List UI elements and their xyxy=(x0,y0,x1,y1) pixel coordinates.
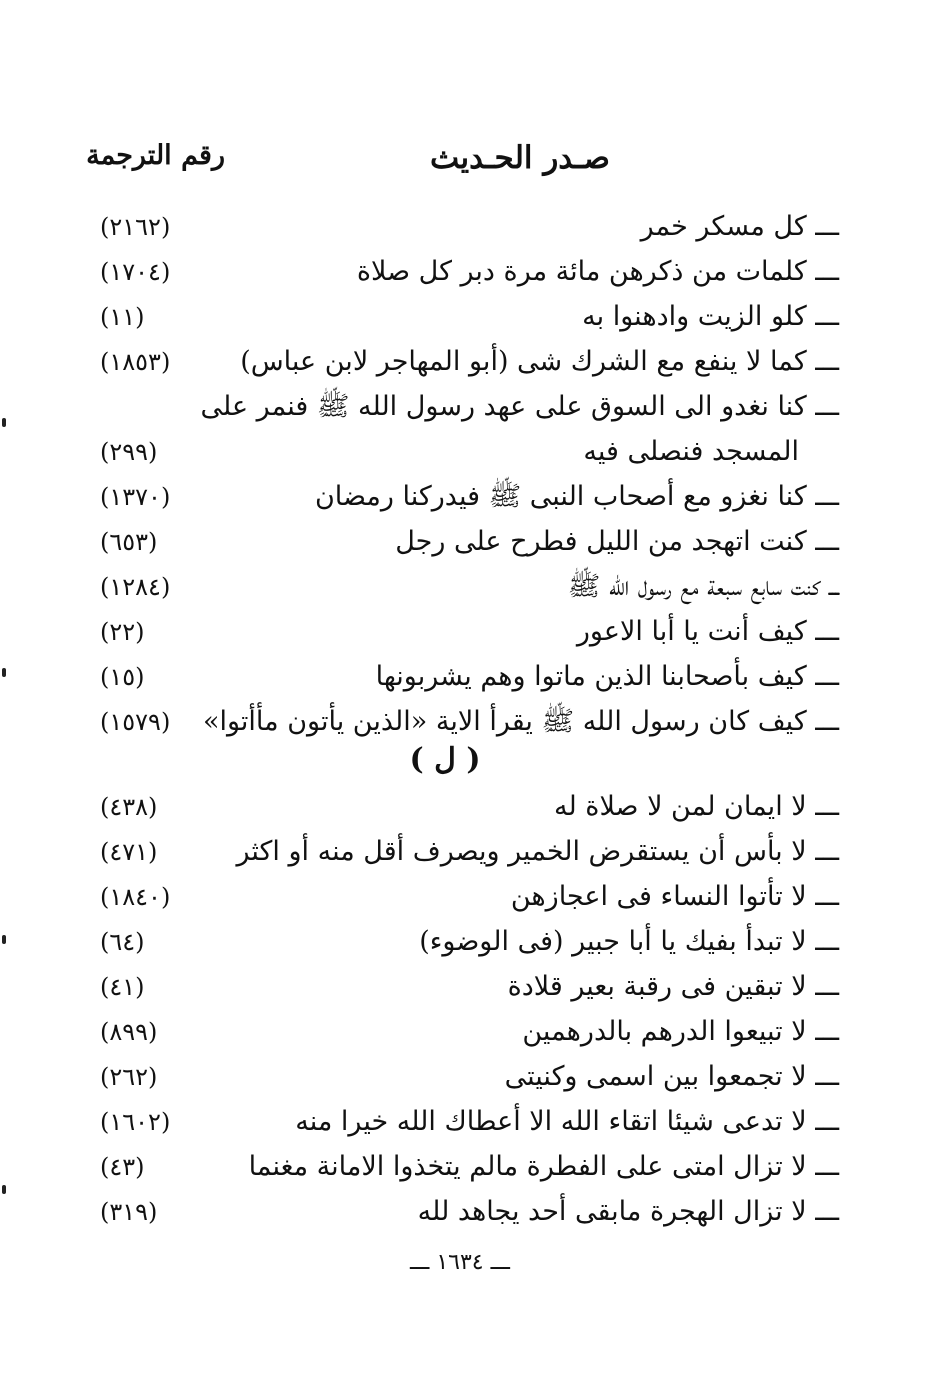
list-item xyxy=(0,610,939,656)
entry-text: ـــ لا تبقين فى رقبة بعير قلادة xyxy=(507,971,839,1002)
entry-text: ـــ كيف بأصحابنا الذين ماتوا وهم يشربونها xyxy=(375,661,839,692)
section-heading: ( ل ) xyxy=(409,742,481,777)
entry-text: ـــ كيف أنت يا أبا الاعور xyxy=(576,616,839,647)
entry-text: ـــ كما لا ينفع مع الشرك شى (أبو المهاجر لابن عباس) xyxy=(240,346,839,377)
entry-number: (٢٦٢) xyxy=(100,1063,158,1091)
entry-text: ـــ لا تأتوا النساء فى اعجازهن xyxy=(510,881,839,912)
entry-number: (١٥) xyxy=(100,663,145,691)
entry-number: (٦٥٣) xyxy=(100,528,158,556)
entry-number: (١٨٥٣) xyxy=(100,348,171,376)
column-title-hadith: صـدر الحـديث xyxy=(430,140,610,176)
entry-text: ـــ كنا نغزو مع أصحاب النبى ﷺ فيدركنا رمضان xyxy=(314,481,839,512)
list-item xyxy=(0,1055,939,1101)
scan-mark xyxy=(2,668,6,677)
entry-text: ـــ لا تزال الهجرة مابقى أحد يجاهد لله xyxy=(417,1196,839,1227)
entry-number: (١٧٠٤) xyxy=(100,258,171,286)
entry-text: ـــ كنت اتهجد من الليل فطرح على رجل xyxy=(395,526,839,557)
entry-number: (١٦٠٢) xyxy=(100,1108,171,1136)
entry-number: (١٣٧٠) xyxy=(100,483,171,511)
entry-text: ـــ لا تبيعوا الدرهم بالدرهمين xyxy=(522,1016,839,1047)
entry-text: ـــ كنت سابع سبعة مع رسول الله ﷺ xyxy=(567,571,839,602)
entry-number: (٤٣) xyxy=(100,1153,145,1181)
entry-number: (١١) xyxy=(100,303,145,331)
entry-text: ـــ لا تزال امتى على الفطرة مالم يتخذوا الامانة مغنما xyxy=(248,1151,839,1182)
page-number: ـــ ١٦٣٤ ـــ xyxy=(410,1250,510,1275)
entry-number: (٤١) xyxy=(100,973,145,1001)
entry-text: ـــ لا تجمعوا بين اسمى وكنيتى xyxy=(504,1061,839,1092)
list-item xyxy=(0,385,939,431)
entry-number: (١٢٨٤) xyxy=(100,573,171,601)
entry-text: ـــ لا ايمان لمن لا صلاة له xyxy=(554,791,839,822)
entry-number: (٤٧١) xyxy=(100,838,158,866)
entry-text: ـــ لا بأس أن يستقرض الخمير ويصرف أقل منه أو اكثر xyxy=(236,836,839,867)
entry-number: (٢١٦٢) xyxy=(100,213,171,241)
entry-text: ـــ كيف كان رسول الله ﷺ يقرأ الاية «الذين يأتون مأأتوا» xyxy=(202,706,839,737)
list-item xyxy=(0,655,939,701)
entry-text: ـــ كلو الزيت وادهنوا به xyxy=(582,301,839,332)
entry-text: ـــ كل مسكر خمر xyxy=(640,211,839,242)
entry-text: المسجد فنصلى فيه xyxy=(583,436,799,467)
entry-number: (١٨٤٠) xyxy=(100,883,171,911)
list-item xyxy=(0,340,939,386)
list-item xyxy=(0,475,939,521)
list-item xyxy=(0,430,939,476)
list-item xyxy=(0,1100,939,1146)
list-item xyxy=(0,565,939,611)
list-item xyxy=(0,965,939,1011)
list-item xyxy=(0,1010,939,1056)
list-item xyxy=(0,1190,939,1236)
scan-mark xyxy=(2,935,6,944)
entry-text: ـــ كنا نغدو الى السوق على عهد رسول الله ﷺ فنمر على xyxy=(200,391,839,422)
entry-text: ـــ لا تدعى شيئا اتقاء الله الا أعطاك الله خيرا منه xyxy=(295,1106,839,1137)
column-title-number: رقم الترجمة xyxy=(86,140,225,171)
list-item xyxy=(0,700,939,746)
entry-number: (٤٣٨) xyxy=(100,793,158,821)
list-item xyxy=(0,875,939,921)
entry-number: (٢٩٩) xyxy=(100,438,158,466)
list-item xyxy=(0,785,939,831)
list-item xyxy=(0,250,939,296)
entry-number: (٢٢) xyxy=(100,618,145,646)
entry-number: (٨٩٩) xyxy=(100,1018,158,1046)
list-item xyxy=(0,520,939,566)
list-item xyxy=(0,1145,939,1191)
list-item xyxy=(0,205,939,251)
entry-text: ـــ لا تبدأ بفيك يا أبا جبير (فى الوضوء) xyxy=(419,926,839,957)
entry-text: ـــ كلمات من ذكرهن مائة مرة دبر كل صلاة xyxy=(356,256,839,287)
entry-number: (١٥٧٩) xyxy=(100,708,171,736)
entry-number: (٦٤) xyxy=(100,928,145,956)
entry-number: (٣١٩) xyxy=(100,1198,158,1226)
list-item xyxy=(0,830,939,876)
list-item xyxy=(0,295,939,341)
scan-mark xyxy=(2,418,6,427)
list-item xyxy=(0,920,939,966)
scan-mark xyxy=(2,1185,6,1194)
